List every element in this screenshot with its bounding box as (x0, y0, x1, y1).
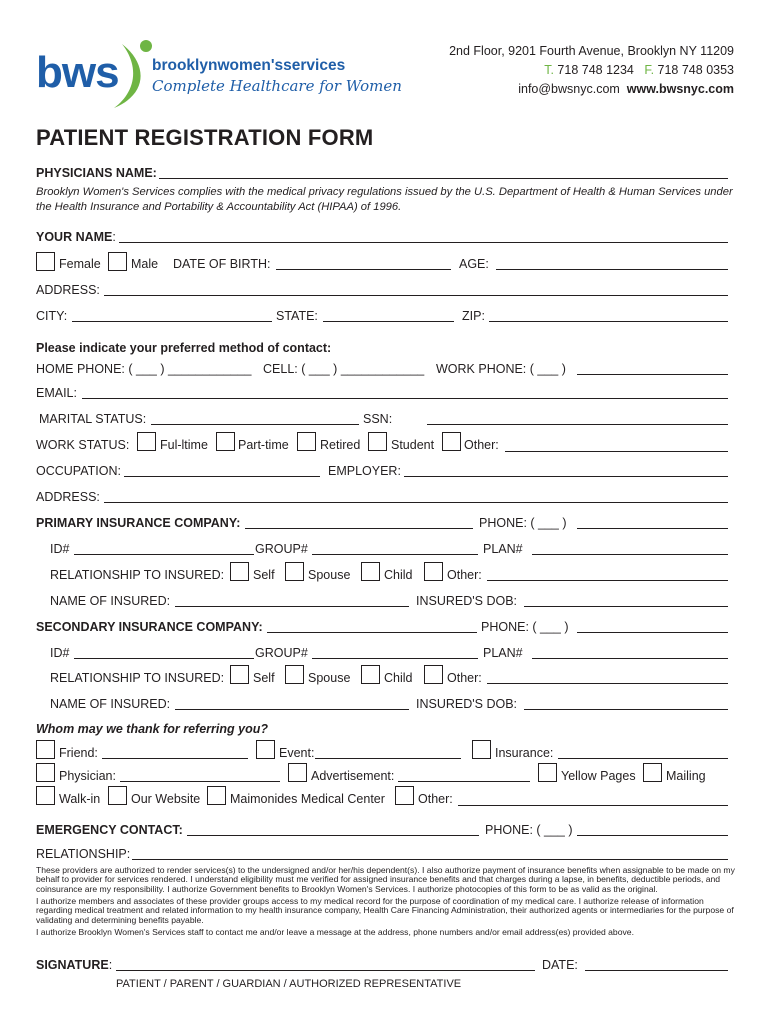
referral-maimonides-checkbox[interactable] (207, 786, 226, 805)
primary-other-checkbox[interactable] (424, 562, 443, 581)
referral-website-checkbox[interactable] (108, 786, 127, 805)
referral-advertisement-label: Advertisement: (311, 769, 395, 783)
primary-relationship-label: RELATIONSHIP TO INSURED: (50, 568, 225, 582)
email-field[interactable] (82, 398, 728, 399)
primary-id-field[interactable] (74, 554, 254, 555)
ssn-label: SSN: (363, 412, 393, 426)
secondary-insurance-label: SECONDARY INSURANCE COMPANY: (36, 620, 263, 634)
referral-friend-label: Friend: (59, 746, 98, 760)
emergency-phone-field[interactable] (577, 835, 728, 836)
secondary-insured-dob-label: INSURED'S DOB: (416, 697, 518, 711)
form-title: PATIENT REGISTRATION FORM (36, 125, 374, 150)
logo-mark: bws (36, 48, 119, 97)
home-phone-label: HOME PHONE: ( ___ ) ____________ (36, 362, 252, 376)
employer-field[interactable] (404, 476, 728, 477)
referral-friend-field[interactable] (102, 758, 248, 759)
referral-insurance-field[interactable] (558, 758, 728, 759)
date-field[interactable] (585, 970, 728, 971)
primary-name-insured-field[interactable] (175, 606, 409, 607)
fulltime-label: Ful-ltime (160, 438, 208, 452)
signature-field[interactable] (116, 970, 535, 971)
contact-method-heading: Please indicate your preferred method of contact: (36, 341, 332, 355)
primary-insurance-label: PRIMARY INSURANCE COMPANY: (36, 516, 241, 530)
referral-advertisement-field[interactable] (398, 781, 530, 782)
secondary-other-label: Other: (447, 671, 482, 685)
cell-phone-label: CELL: ( ___ ) ____________ (263, 362, 425, 376)
clinic-web: info@bwsnyc.com www.bwsnyc.com (518, 82, 734, 96)
occupation-label: OCCUPATION: (36, 464, 121, 478)
referral-other-checkbox[interactable] (395, 786, 414, 805)
primary-plan-label: PLAN# (483, 542, 523, 556)
student-label: Student (391, 438, 435, 452)
legal-authorization-paragraph: These providers are authorized to render services(s) to the undersigned and/or her/his dependent(s). I also authorize payment of insurance benefits when assignable to be made on my behalf to provider for services rendered. I understand eligibility must me verified for assigned insurance benefits and that charges during a lapse, in benefits, deductible periods, and coinsurance are my responsibility. I authorize Government benefits to Brooklyn Women's Services. I authorize photocopies of this form to be as valid as the original. (36, 865, 735, 894)
brand-tagline: Complete Healthcare for Women (152, 77, 402, 95)
secondary-plan-label: PLAN# (483, 646, 523, 660)
clinic-address: 2nd Floor, 9201 Fourth Avenue, Brooklyn NY 11209 (449, 44, 734, 58)
employer-address-label: ADDRESS: (36, 490, 100, 504)
retired-label: Retired (320, 438, 361, 452)
parttime-label: Part-time (238, 438, 289, 452)
your-name-field[interactable] (119, 242, 728, 243)
signature-role-caption: PATIENT / PARENT / GUARDIAN / AUTHORIZED REPRESENTATIVE (116, 978, 462, 990)
secondary-phone-field[interactable] (577, 632, 728, 633)
address-label: ADDRESS: (36, 283, 100, 297)
referral-walkin-label: Walk-in (59, 792, 101, 806)
referral-insurance-label: Insurance: (495, 746, 554, 760)
primary-spouse-label: Spouse (308, 568, 351, 582)
referral-friend-checkbox[interactable] (36, 740, 55, 759)
primary-child-checkbox[interactable] (361, 562, 380, 581)
employer-address-field[interactable] (104, 502, 728, 503)
referral-website-label: Our Website (131, 792, 201, 806)
primary-group-field[interactable] (312, 554, 478, 555)
hipaa-notice: Brooklyn Women's Services complies with the medical privacy regulations issued by the U.S. Department of Health & Human Services under the Health Insurance and Portability & Accountability Act (HIPAA) of 1996. (36, 186, 733, 213)
primary-self-label: Self (253, 568, 275, 582)
secondary-self-label: Self (253, 671, 275, 685)
secondary-id-field[interactable] (74, 658, 254, 659)
work-other-field[interactable] (505, 451, 728, 452)
emergency-contact-label: EMERGENCY CONTACT: (36, 823, 183, 837)
secondary-group-field[interactable] (312, 658, 478, 659)
secondary-relationship-label: RELATIONSHIP TO INSURED: (50, 671, 225, 685)
work-other-label: Other: (464, 438, 499, 452)
referral-event-label: Event: (279, 746, 315, 760)
secondary-spouse-label: Spouse (308, 671, 351, 685)
ssn-field[interactable] (427, 424, 728, 425)
physicians-name-field[interactable] (159, 178, 728, 179)
secondary-child-label: Child (384, 671, 413, 685)
legal-contact-paragraph: I authorize Brooklyn Women's Services staff to contact me and/or leave a message at the address, phone numbers and/or email address(es) provided above. (36, 927, 634, 937)
zip-field[interactable] (489, 321, 728, 322)
city-label: CITY: (36, 309, 68, 323)
primary-other-field[interactable] (487, 580, 728, 581)
parttime-checkbox[interactable] (216, 432, 235, 451)
primary-group-label: GROUP# (255, 542, 308, 556)
work-phone-field[interactable] (577, 374, 728, 375)
primary-name-insured-label: NAME OF INSURED: (50, 594, 171, 608)
primary-phone-label: PHONE: ( ___ ) (479, 516, 567, 530)
email-label: EMAIL: (36, 386, 77, 400)
referral-physician-label: Physician: (59, 769, 116, 783)
fulltime-checkbox[interactable] (137, 432, 156, 451)
referral-maimonides-label: Maimonides Medical Center (230, 792, 385, 806)
emergency-relationship-label: RELATIONSHIP: (36, 847, 131, 861)
employer-label: EMPLOYER: (328, 464, 401, 478)
primary-child-label: Child (384, 568, 413, 582)
primary-other-label: Other: (447, 568, 482, 582)
emergency-relationship-field[interactable] (132, 859, 728, 860)
primary-insured-dob-field[interactable] (524, 606, 728, 607)
age-field[interactable] (496, 269, 728, 270)
zip-label: ZIP: (462, 309, 485, 323)
state-label: STATE: (276, 309, 318, 323)
secondary-other-field[interactable] (487, 683, 728, 684)
work-status-label: WORK STATUS: (36, 438, 130, 452)
referral-physician-field[interactable] (120, 781, 280, 782)
city-field[interactable] (72, 321, 272, 322)
signature-label: SIGNATURE: (36, 958, 113, 972)
referral-insurance-checkbox[interactable] (472, 740, 491, 759)
primary-plan-field[interactable] (532, 554, 728, 555)
emergency-contact-field[interactable] (187, 835, 479, 836)
secondary-id-label: ID# (50, 646, 70, 660)
secondary-child-checkbox[interactable] (361, 665, 380, 684)
referral-heading: Whom may we thank for referring you? (36, 722, 268, 736)
primary-phone-field[interactable] (577, 528, 728, 529)
emergency-phone-label: PHONE: ( ___ ) (485, 823, 573, 837)
referral-other-field[interactable] (458, 805, 728, 806)
dob-label: DATE OF BIRTH: (173, 257, 271, 271)
referral-physician-checkbox[interactable] (36, 763, 55, 782)
state-field[interactable] (323, 321, 454, 322)
work-other-checkbox[interactable] (442, 432, 461, 451)
physicians-name-label: PHYSICIANS NAME: (36, 166, 157, 180)
referral-yellow-pages-label: Yellow Pages (561, 769, 636, 783)
dob-field[interactable] (276, 269, 451, 270)
referral-mailing-label: Mailing (666, 769, 706, 783)
female-label: Female (59, 257, 101, 271)
primary-insurance-field[interactable] (245, 528, 473, 529)
occupation-field[interactable] (124, 476, 320, 477)
secondary-other-checkbox[interactable] (424, 665, 443, 684)
marital-status-label: MARITAL STATUS: (39, 412, 147, 426)
secondary-self-checkbox[interactable] (230, 665, 249, 684)
male-checkbox[interactable] (108, 252, 127, 271)
female-checkbox[interactable] (36, 252, 55, 271)
marital-status-field[interactable] (151, 424, 359, 425)
age-label: AGE: (459, 257, 489, 271)
primary-spouse-checkbox[interactable] (285, 562, 304, 581)
referral-advertisement-checkbox[interactable] (288, 763, 307, 782)
secondary-phone-label: PHONE: ( ___ ) (481, 620, 569, 634)
secondary-plan-field[interactable] (532, 658, 728, 659)
primary-insured-dob-label: INSURED'S DOB: (416, 594, 518, 608)
date-label: DATE: (542, 958, 578, 972)
primary-self-checkbox[interactable] (230, 562, 249, 581)
legal-records-paragraph: I authorize members and associates of these provider groups access to my medical record for the purpose of coordination of my medical care. I authorize release of information regarding medical treatment and related information to my health insurance company, Health Care Financing Administration, their authorized agents or intermediaries for the purpose of validating and determining benefits payable. (36, 896, 734, 925)
clinic-phones: T. 718 748 1234 F. 718 748 0353 (544, 63, 734, 77)
your-name-label: YOUR NAME: (36, 230, 116, 244)
secondary-name-insured-field[interactable] (175, 709, 409, 710)
retired-checkbox[interactable] (297, 432, 316, 451)
student-checkbox[interactable] (368, 432, 387, 451)
primary-id-label: ID# (50, 542, 70, 556)
secondary-group-label: GROUP# (255, 646, 308, 660)
referral-other-label: Other: (418, 792, 453, 806)
secondary-spouse-checkbox[interactable] (285, 665, 304, 684)
work-phone-label: WORK PHONE: ( ___ ) (436, 362, 566, 376)
secondary-name-insured-label: NAME OF INSURED: (50, 697, 171, 711)
brand-name: brooklynwomen'sservices (152, 57, 346, 74)
address-field[interactable] (104, 295, 728, 296)
male-label: Male (131, 257, 159, 271)
referral-event-field[interactable] (315, 758, 461, 759)
referral-walkin-checkbox[interactable] (36, 786, 55, 805)
secondary-insurance-field[interactable] (267, 632, 477, 633)
referral-yellow-pages-checkbox[interactable] (538, 763, 557, 782)
referral-mailing-checkbox[interactable] (643, 763, 662, 782)
secondary-insured-dob-field[interactable] (524, 709, 728, 710)
referral-event-checkbox[interactable] (256, 740, 275, 759)
